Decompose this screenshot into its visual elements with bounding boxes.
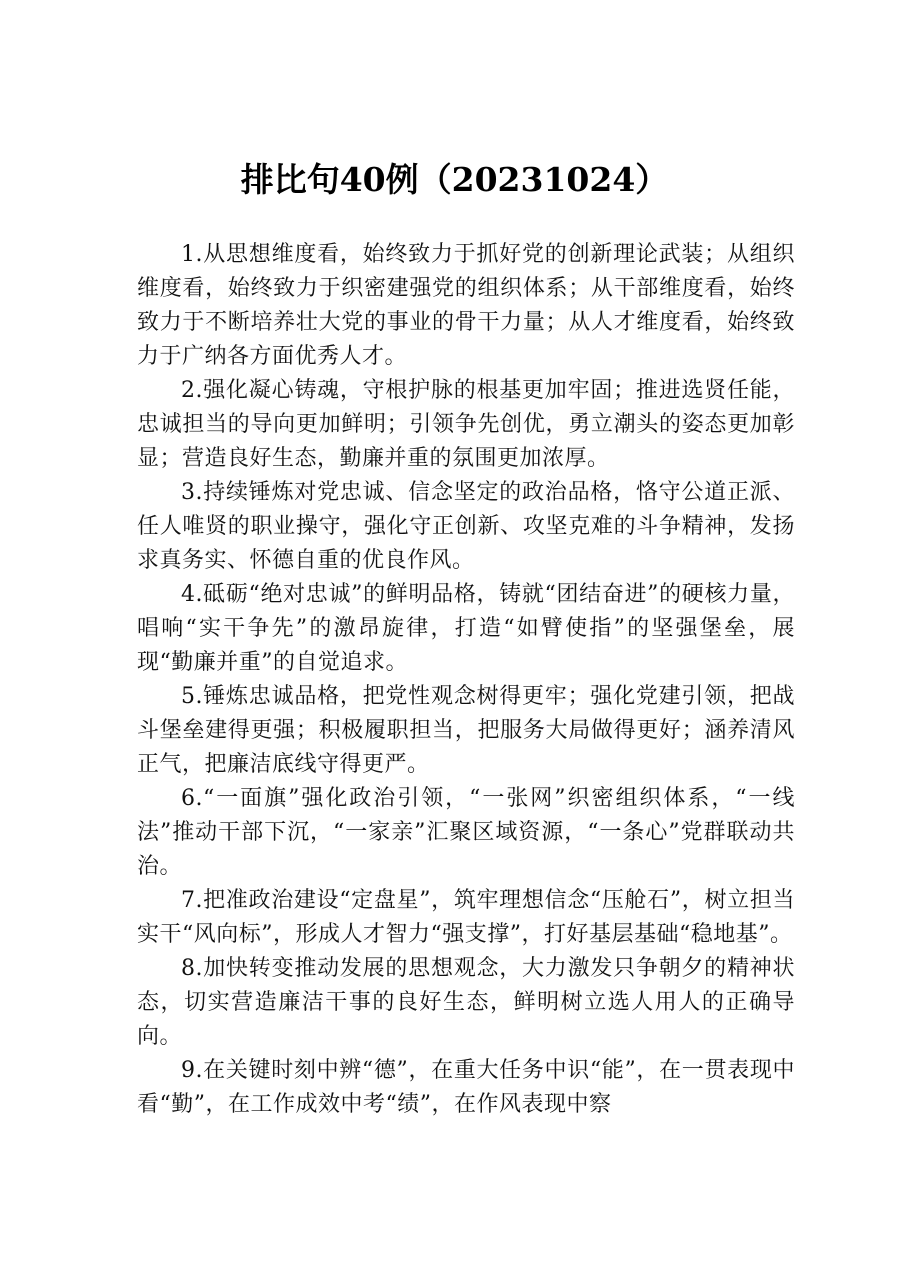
paragraph-7: 7.把准政治建设“定盘星”，筑牢理想信念“压舱石”，树立担当实干“风向标”，形成人才智力“强支撑”，打好基层基础“稳地基”。 — [137, 888, 795, 947]
paragraph-2: 2.强化凝心铸魂，守根护脉的根基更加牢固；推进选贤任能，忠诚担当的导向更加鲜明；引领争先创优，勇立潮头的姿态更加彰显；营造良好生态，勤廉并重的氛围更加浓厚。 — [137, 378, 795, 471]
paragraph-6: 6.“一面旗”强化政治引领，“一张网”织密组织体系，“一线法”推动干部下沉，“一家亲”汇聚区域资源，“一条心”党群联动共治。 — [137, 786, 795, 879]
paragraph-8: 8.加快转变推动发展的思想观念，大力激发只争朝夕的精神状态，切实营造廉洁干事的良好生态，鲜明树立选人用人的正确导向。 — [137, 956, 795, 1049]
paragraph-5: 5.锤炼忠诚品格，把党性观念树得更牢；强化党建引领，把战斗堡垒建得更强；积极履职担当，把服务大局做得更好；涵养清风正气，把廉洁底线守得更严。 — [137, 684, 795, 777]
paragraph-4: 4.砥砺“绝对忠诚”的鲜明品格，铸就“团结奋进”的硬核力量，唱响“实干争先”的激昂旋律，打造“如臂使指”的坚强堡垒，展现“勤廉并重”的自觉追求。 — [137, 582, 795, 675]
paragraph-9: 9.在关键时刻中辨“德”，在重大任务中识“能”，在一贯表现中看“勤”，在工作成效中考“绩”，在作风表现中察 — [137, 1058, 795, 1117]
document-body — [137, 238, 795, 1122]
paragraph-3: 3.持续锤炼对党忠诚、信念坚定的政治品格，恪守公道正派、任人唯贤的职业操守，强化守正创新、攻坚克难的斗争精神，发扬求真务实、怀德自重的优良作风。 — [137, 480, 795, 573]
document-title: 排比句40例（20231024） — [240, 160, 669, 199]
paragraph-1: 1.从思想维度看，始终致力于抓好党的创新理论武装；从组织维度看，始终致力于织密建强党的组织体系；从干部维度看，始终致力于不断培养壮大党的事业的骨干力量；从人才维度看，始终致力于广纳各方面优秀人才。 — [137, 242, 795, 369]
